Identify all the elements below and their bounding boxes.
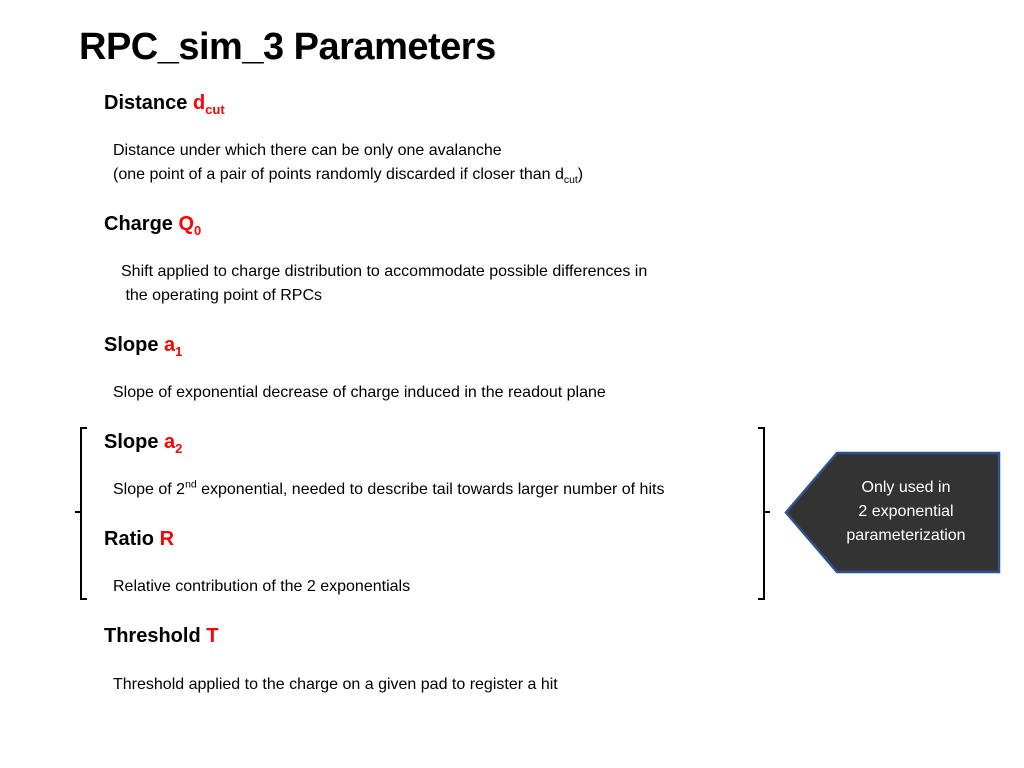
param-heading-distance <box>104 92 225 115</box>
param-name: Slope <box>104 431 159 453</box>
param-heading-charge <box>104 213 201 236</box>
param-name: Slope <box>104 334 159 356</box>
description-line: the operating point of RPCs <box>121 287 323 304</box>
param-description-threshold: Threshold applied to the charge on a given pad to register a hit <box>113 676 558 693</box>
slide-title: RPC_sim_3 Parameters <box>79 26 496 68</box>
param-symbol: $d_{cut}$ <box>192 92 225 117</box>
param-heading-slope-a1 <box>104 334 182 357</box>
callout-line: 2 exponential <box>858 503 954 520</box>
param-heading-slope-a2 <box>104 431 182 454</box>
left-bracket <box>80 427 87 600</box>
param-symbol: $Q_0$ <box>178 213 202 238</box>
param-symbol: R <box>159 528 175 550</box>
description-line: Distance under which there can be only one avalanche <box>113 142 502 159</box>
description-line: (one point of a pair of points randomly discarded if closer than $d_{cut}$) <box>113 166 584 187</box>
callout-text <box>814 476 998 548</box>
param-symbol: $a_2$ <box>164 431 183 456</box>
param-description-distance <box>113 139 583 187</box>
param-name: Threshold <box>104 625 201 647</box>
param-description-ratio: Relative contribution of the 2 exponentials <box>113 578 411 595</box>
callout-line: parameterization <box>846 527 966 544</box>
description-line: Shift applied to charge distribution to accommodate possible differences in <box>121 263 648 280</box>
param-symbol: $a_1$ <box>164 334 183 359</box>
right-bracket-tick <box>764 511 770 513</box>
param-description-slope-a1: Slope of exponential decrease of charge induced in the readout plane <box>113 384 606 401</box>
param-symbol: T <box>206 625 219 647</box>
param-name: Charge <box>104 213 173 235</box>
param-heading-ratio <box>104 528 174 551</box>
param-heading-threshold <box>104 625 218 648</box>
param-name: Distance <box>104 92 188 114</box>
param-name: Ratio <box>104 528 154 550</box>
callout-line: Only used in <box>861 479 951 496</box>
right-bracket <box>758 427 765 600</box>
param-description-charge <box>121 260 647 308</box>
param-description-slope-a2: Slope of 2nd exponential, needed to describe tail towards larger number of hits <box>113 479 665 498</box>
left-bracket-tick <box>75 511 81 513</box>
